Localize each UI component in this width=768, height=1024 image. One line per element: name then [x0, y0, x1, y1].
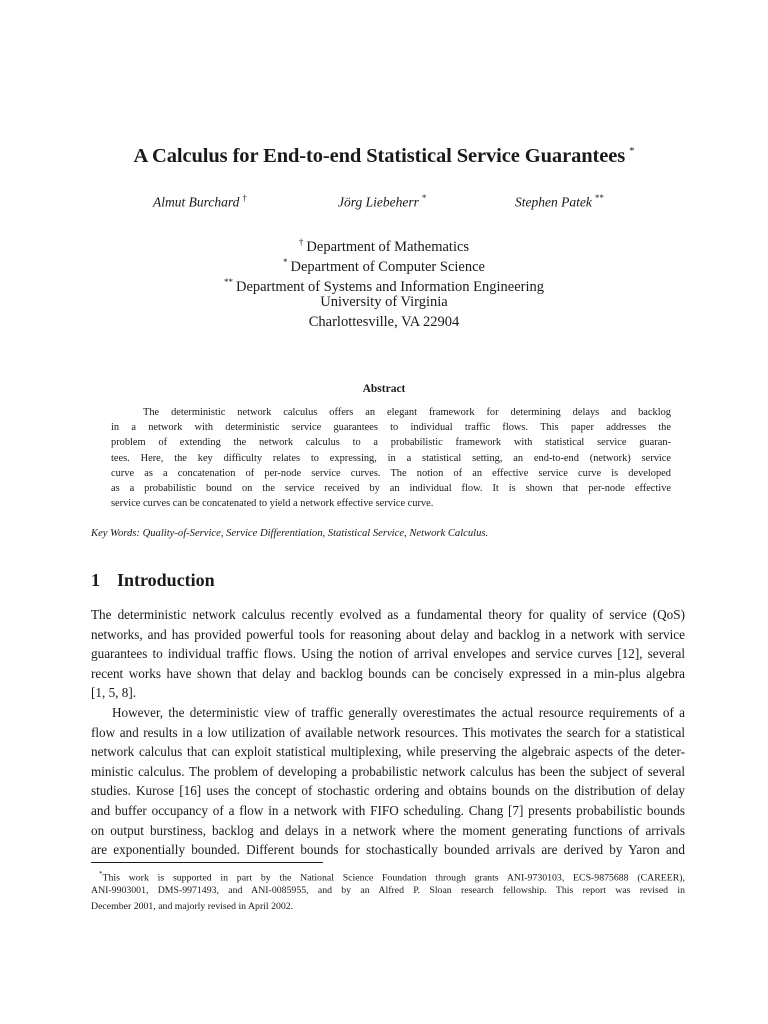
section-heading — [91, 570, 215, 591]
author-name: Stephen Patek — [515, 194, 592, 210]
affiliation-line — [60, 272, 708, 295]
author-name: Almut Burchard — [153, 194, 240, 210]
affiliation-line — [60, 252, 708, 275]
body-line: guarantees to individual traffic flows. Using the notion of arrival envelopes and service curves [12], several — [91, 646, 685, 662]
section-title: Introduction — [117, 570, 215, 590]
abstract-line: as a probabilistic bound on the service received by an individual flow. It is shown that per-node effective — [111, 482, 671, 494]
author-name: Jörg Liebeherr — [338, 194, 419, 210]
author-3 — [515, 193, 604, 211]
section-number: 1 — [91, 570, 100, 590]
footnote-mark: * — [99, 870, 103, 878]
affiliation-line — [60, 232, 708, 255]
affiliation-text: Department of Mathematics — [306, 238, 470, 255]
footnote-line: December 2001, and majorly revised in April 2002. — [91, 901, 294, 912]
author-2 — [338, 193, 426, 211]
footnote-line: ANI-9903001, DMS-9971493, and ANI-0085955, and by an Alfred P. Sloan research fellowship. This report was revised in — [91, 884, 685, 896]
affiliation-line — [60, 312, 708, 332]
abstract-heading: Abstract — [362, 383, 406, 395]
body-line: networks, and has provided powerful tools for reasoning about delay and backlog in a network with service — [91, 626, 685, 642]
body-line: network calculus that can exploit statistical multiplexing, while preserving the algebraic aspects of the deter- — [91, 744, 685, 760]
body-line: recent works have shown that delay and backlog bounds can be concisely expressed in a min-plus algebra — [91, 665, 685, 681]
abstract-body — [111, 405, 671, 511]
title-footnote-mark: * — [629, 145, 635, 158]
affiliation-text: Department of Computer Science — [290, 258, 485, 275]
body-line: are exponentially bounded. Different bounds for stochastically bounded arrivals are derived by Yaron and — [91, 842, 685, 858]
body-line: on output burstiness, backlog and delays in a network where the moment generating functions of arrivals — [91, 822, 685, 838]
footnote-line — [91, 866, 685, 883]
abstract-line: tees. Here, the key difficulty relates to expressing, in a statistical setting, an end-to-end (network) service — [111, 452, 671, 464]
affiliation-mark: * — [283, 257, 288, 267]
abstract-line: problem of extending the network calculus to a probabilistic framework with statistical service guaran- — [111, 437, 671, 449]
keywords: Key Words: Quality-of-Service, Service Differentiation, Statistical Service, Network Calculus. — [91, 528, 489, 539]
author-1 — [153, 193, 247, 211]
author-mark: ** — [594, 193, 604, 203]
footnote-text: This work is supported in part by the National Science Foundation through grants ANI-9730103, ECS-9875688 (CAREER), — [102, 872, 685, 884]
affiliation-line — [60, 292, 708, 312]
author-mark: † — [242, 193, 247, 203]
affiliations — [60, 232, 708, 332]
author-mark: * — [421, 193, 427, 203]
footnote — [91, 866, 685, 916]
title-text: A Calculus for End-to-end Statistical Service Guarantees — [133, 145, 626, 167]
affiliation-mark: ** — [223, 277, 233, 287]
body-line: However, the deterministic view of traffic generally overestimates the actual resource requirements of a — [112, 704, 685, 720]
affiliation-text: University of Virginia — [320, 294, 448, 310]
body-line: studies. Kurose [16] uses the concept of stochastic ordering and obtains bounds on the distribution of delay — [91, 783, 685, 799]
body-line: and buffer occupancy of a flow in a network with FIFO scheduling. Chang [7] presents probabilistic bounds — [91, 802, 685, 818]
body-line: The deterministic network calculus recently evolved as a fundamental theory for quality of service (QoS) — [91, 607, 685, 622]
paper-title — [60, 145, 708, 168]
introduction-body — [91, 605, 685, 860]
abstract-line: in a network with deterministic service guarantees to individual traffic flows. This paper addresses the — [111, 422, 671, 434]
body-line: flow and results in a low utilization of available network resources. This motivates the search for a statistical — [91, 724, 685, 740]
body-line: ministic calculus. The problem of developing a probabilistic network calculus has been the subject of several — [91, 763, 685, 779]
abstract-line: service curves can be concatenated to yield a network effective service curve. — [111, 498, 434, 510]
footnote-rule — [91, 862, 323, 863]
abstract-line: The deterministic network calculus offers an elegant framework for determining delays and backlog — [143, 407, 671, 418]
affiliation-text: Charlottesville, VA 22904 — [308, 314, 460, 330]
abstract-line: curve as a concatenation of per-node service curves. The notion of an effective service curve is developed — [111, 467, 671, 479]
affiliation-text: Department of Systems and Information Engineering — [235, 278, 545, 295]
body-line: [1, 5, 8]. — [91, 685, 137, 701]
affiliation-mark: † — [298, 237, 304, 247]
